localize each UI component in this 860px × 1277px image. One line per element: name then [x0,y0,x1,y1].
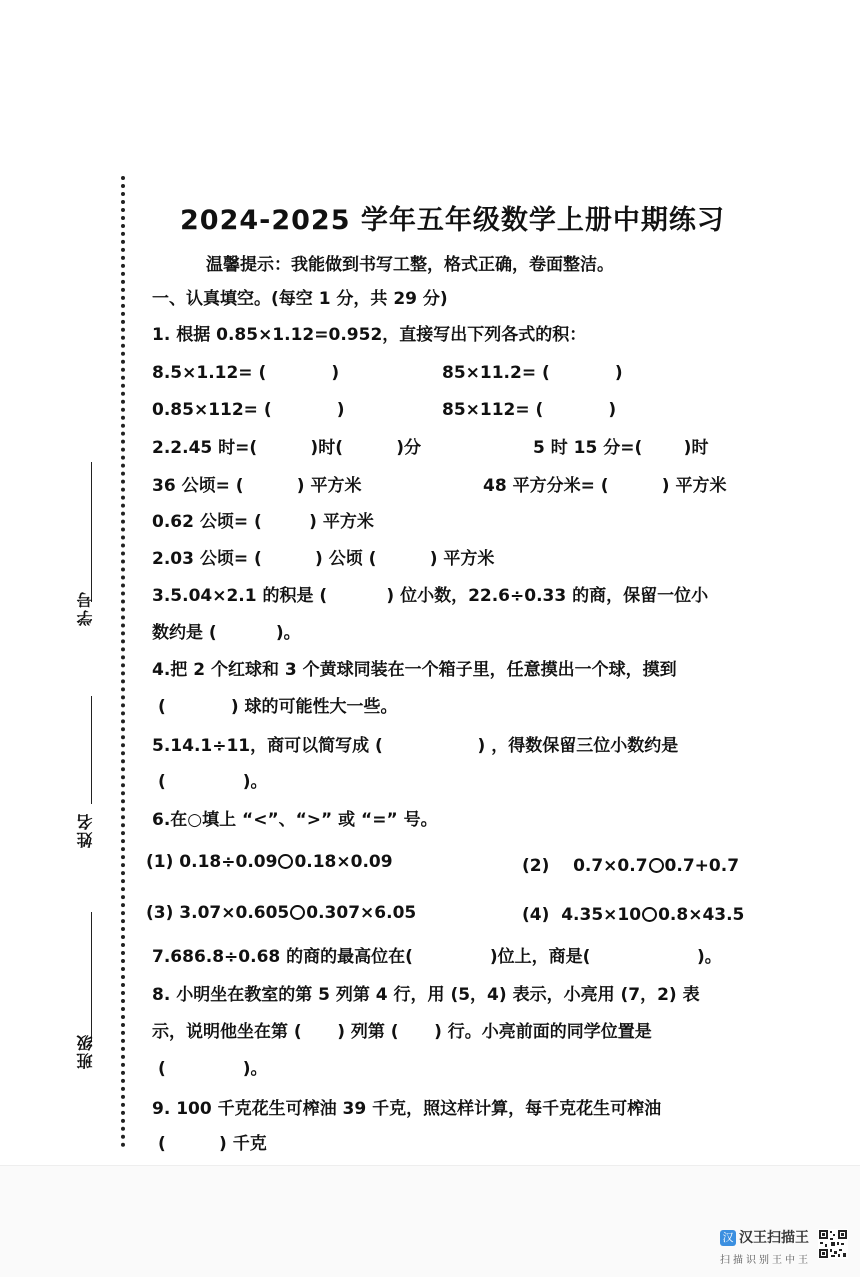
q3-line-1: 3.5.04×2.1 的积是 ( ) 位小数，22.6÷0.33 的商，保留一位小 [152,586,709,606]
exam-tip: 温馨提示：我能做到书写工整，格式正确，卷面整洁。 [206,255,614,275]
q5-line-2: ( )。 [158,772,268,792]
name-line [91,696,92,804]
compare-circle[interactable] [290,905,305,920]
q6-p1-label: (1) [146,852,174,872]
exam-title: 2024-2025 学年五年级数学上册中期练习 [180,205,725,236]
q7-line-1: 7.686.8÷0.68 的商的最高位在( )位上，商是( )。 [152,947,722,967]
compare-circle[interactable] [278,854,293,869]
q6-p2-right: 0.7+0.7 [664,856,740,876]
section-heading: 一、认真填空。(每空 1 分，共 29 分) [152,289,448,309]
student-id-line [91,462,92,602]
q6-p1-right: 0.18×0.09 [294,852,393,872]
q6-p3-right: 0.307×6.05 [306,903,417,923]
q6-problem-3 [146,902,416,924]
binding-dotted-line [121,176,125,1148]
class-label: 班级 [76,1033,95,1069]
q6-problem-1 [146,851,393,873]
q4-line-2: ( ) 球的可能性大一些。 [158,697,398,717]
q2-item-b: 5 时 15 分=( )时 [533,438,709,458]
scanner-watermark [720,1227,848,1267]
brand-subtitle: 扫描识别王中王 [720,1255,811,1266]
q6-problem-4 [522,904,744,926]
q6-p2-label: (2) [522,856,550,876]
q8-line-3: ( )。 [158,1059,268,1079]
q8-line-2: 示，说明他坐在第 ( ) 列第 ( ) 行。小亮前面的同学位置是 [152,1022,652,1042]
q3-line-2: 数约是 ( )。 [152,623,301,643]
q1-stem: 1. 根据 0.85×1.12=0.952，直接写出下列各式的积： [152,325,587,345]
compare-circle[interactable] [649,858,664,873]
brand-name: 汉王扫描王 [739,1230,809,1246]
compare-circle[interactable] [642,907,657,922]
qr-code-icon [818,1229,848,1259]
q2-item-f: 2.03 公顷= ( ) 公顷 ( ) 平方米 [152,549,495,569]
q1-item-b: 85×11.2= ( ) [442,363,623,383]
q1-item-d: 85×112= ( ) [442,400,617,420]
q6-p3-left: 3.07×0.605 [179,903,290,923]
class-line [91,912,92,1042]
q1-item-a: 8.5×1.12= ( ) [152,363,340,383]
q6-stem: 6.在○填上 “<”、“>” 或 “=” 号。 [152,810,438,830]
q6-p3-label: (3) [146,903,174,923]
q6-problem-2 [522,855,739,877]
q6-p2-left: 0.7×0.7 [573,856,648,876]
name-label: 姓名 [76,812,95,848]
q6-p4-right: 0.8×43.5 [658,905,745,925]
q6-p4-left: 4.35×10 [561,905,642,925]
q2-item-a: 2.2.45 时=( )时( )分 [152,438,422,458]
q2-item-c: 36 公顷= ( ) 平方米 [152,476,362,496]
q6-p4-label: (4) [522,905,550,925]
q2-item-e: 0.62 公顷= ( ) 平方米 [152,512,374,532]
brand-logo-icon: 汉 [720,1230,736,1246]
q2-item-d: 48 平方分米= ( ) 平方米 [483,476,727,496]
q9-line-1: 9. 100 千克花生可榨油 39 千克，照这样计算，每千克花生可榨油 [152,1099,662,1119]
q4-line-1: 4.把 2 个红球和 3 个黄球同装在一个箱子里，任意摸出一个球，摸到 [152,660,677,680]
q8-line-1: 8. 小明坐在教室的第 5 列第 4 行，用 (5，4) 表示，小亮用 (7，2) 表 [152,985,700,1005]
q9-line-2: ( ) 千克 [158,1134,267,1154]
student-id-label: 学号 [76,590,95,626]
q6-p1-left: 0.18÷0.09 [179,852,278,872]
q1-item-c: 0.85×112= ( ) [152,400,345,420]
q5-line-1: 5.14.1÷11，商可以简写成 ( ) ，得数保留三位小数约是 [152,736,679,756]
